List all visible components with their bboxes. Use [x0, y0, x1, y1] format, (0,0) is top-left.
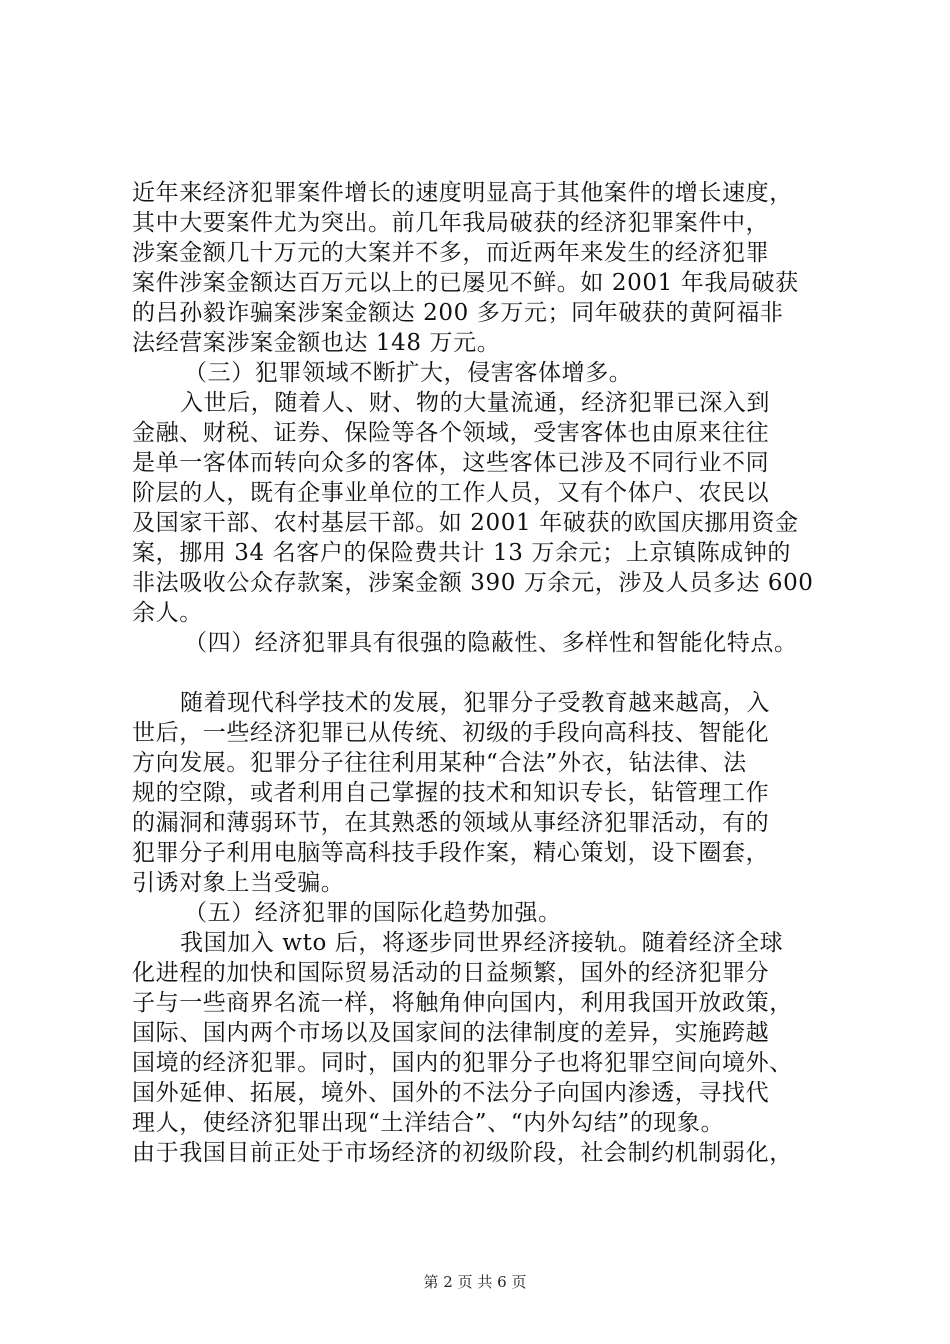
- body-text-line: 方向发展。犯罪分子往往利用某种“合法”外衣，钻法律、法: [132, 750, 747, 776]
- body-text-line: 及国家干部、农村基层干部。如 2001 年破获的欧国庆挪用资金: [132, 510, 799, 536]
- body-text-line: 非法吸收公众存款案，涉案金额 390 万余元，涉及人员多达 600: [132, 570, 814, 596]
- body-text-line: 我国加入 wto 后，将逐步同世界经济接轨。随着经济全球: [180, 930, 784, 956]
- section-heading-3: （三）犯罪领域不断扩大，侵害客体增多。: [184, 360, 633, 386]
- body-text-line: 引诱对象上当受骗。: [132, 870, 345, 896]
- body-text-line: 阶层的人，既有企事业单位的工作人员，又有个体户、农民以: [132, 480, 770, 506]
- body-text-line: 由于我国目前正处于市场经济的初级阶段，社会制约机制弱化，: [132, 1140, 793, 1166]
- body-text-line: 近年来经济犯罪案件增长的速度明显高于其他案件的增长速度，: [132, 180, 793, 206]
- section-heading-5: （五）经济犯罪的国际化趋势加强。: [184, 900, 562, 926]
- body-text-line: 国外延伸、拓展，境外、国外的不法分子向国内渗透，寻找代: [132, 1080, 770, 1106]
- body-text-line: 余人。: [132, 600, 203, 626]
- body-text-line: 案，挪用 34 名客户的保险费共计 13 万余元；上京镇陈成钟的: [132, 540, 791, 566]
- body-text-line: 国境的经济犯罪。同时，国内的犯罪分子也将犯罪空间向境外、: [132, 1050, 793, 1076]
- body-text-line: 案件涉案金额达百万元以上的已屡见不鲜。如 2001 年我局破获: [132, 270, 799, 296]
- body-text-line: 其中大要案件尤为突出。前几年我局破获的经济犯罪案件中，: [132, 210, 770, 236]
- body-text-line: 的吕孙毅诈骗案涉案金额达 200 多万元；同年破获的黄阿福非: [132, 300, 784, 326]
- body-text-line: 金融、财税、证券、保险等各个领域，受害客体也由原来往往: [132, 420, 770, 446]
- body-text-line: 化进程的加快和国际贸易活动的日益频繁，国外的经济犯罪分: [132, 960, 770, 986]
- body-text-line: 随着现代科学技术的发展，犯罪分子受教育越来越高，入: [180, 690, 770, 716]
- body-text-line: 世后，一些经济犯罪已从传统、初级的手段向高科技、智能化: [132, 720, 770, 746]
- section-heading-4: （四）经济犯罪具有很强的隐蔽性、多样性和智能化特点。: [184, 630, 798, 656]
- page-footer: 第 2 页 共 6 页: [423, 1273, 527, 1291]
- body-text-line: 规的空隙，或者利用自己掌握的技术和知识专长，钻管理工作: [132, 780, 770, 806]
- body-text-line: 国际、国内两个市场以及国家间的法律制度的差异，实施跨越: [132, 1020, 770, 1046]
- body-text-line: 涉案金额几十万元的大案并不多，而近两年来发生的经济犯罪: [132, 240, 770, 266]
- body-text-line: 法经营案涉案金额也达 148 万元。: [132, 330, 501, 356]
- body-text-line: 是单一客体而转向众多的客体，这些客体已涉及不同行业不同: [132, 450, 770, 476]
- body-text-line: 的漏洞和薄弱环节，在其熟悉的领域从事经济犯罪活动，有的: [132, 810, 770, 836]
- body-text-line: 犯罪分子利用电脑等高科技手段作案，精心策划，设下圈套，: [132, 840, 770, 866]
- body-text-line: 入世后，随着人、财、物的大量流通，经济犯罪已深入到: [180, 390, 770, 416]
- body-text-line: 理人，使经济犯罪出现“土洋结合”、“内外勾结”的现象。: [132, 1110, 725, 1136]
- body-text-line: 子与一些商界名流一样，将触角伸向国内，利用我国开放政策，: [132, 990, 793, 1016]
